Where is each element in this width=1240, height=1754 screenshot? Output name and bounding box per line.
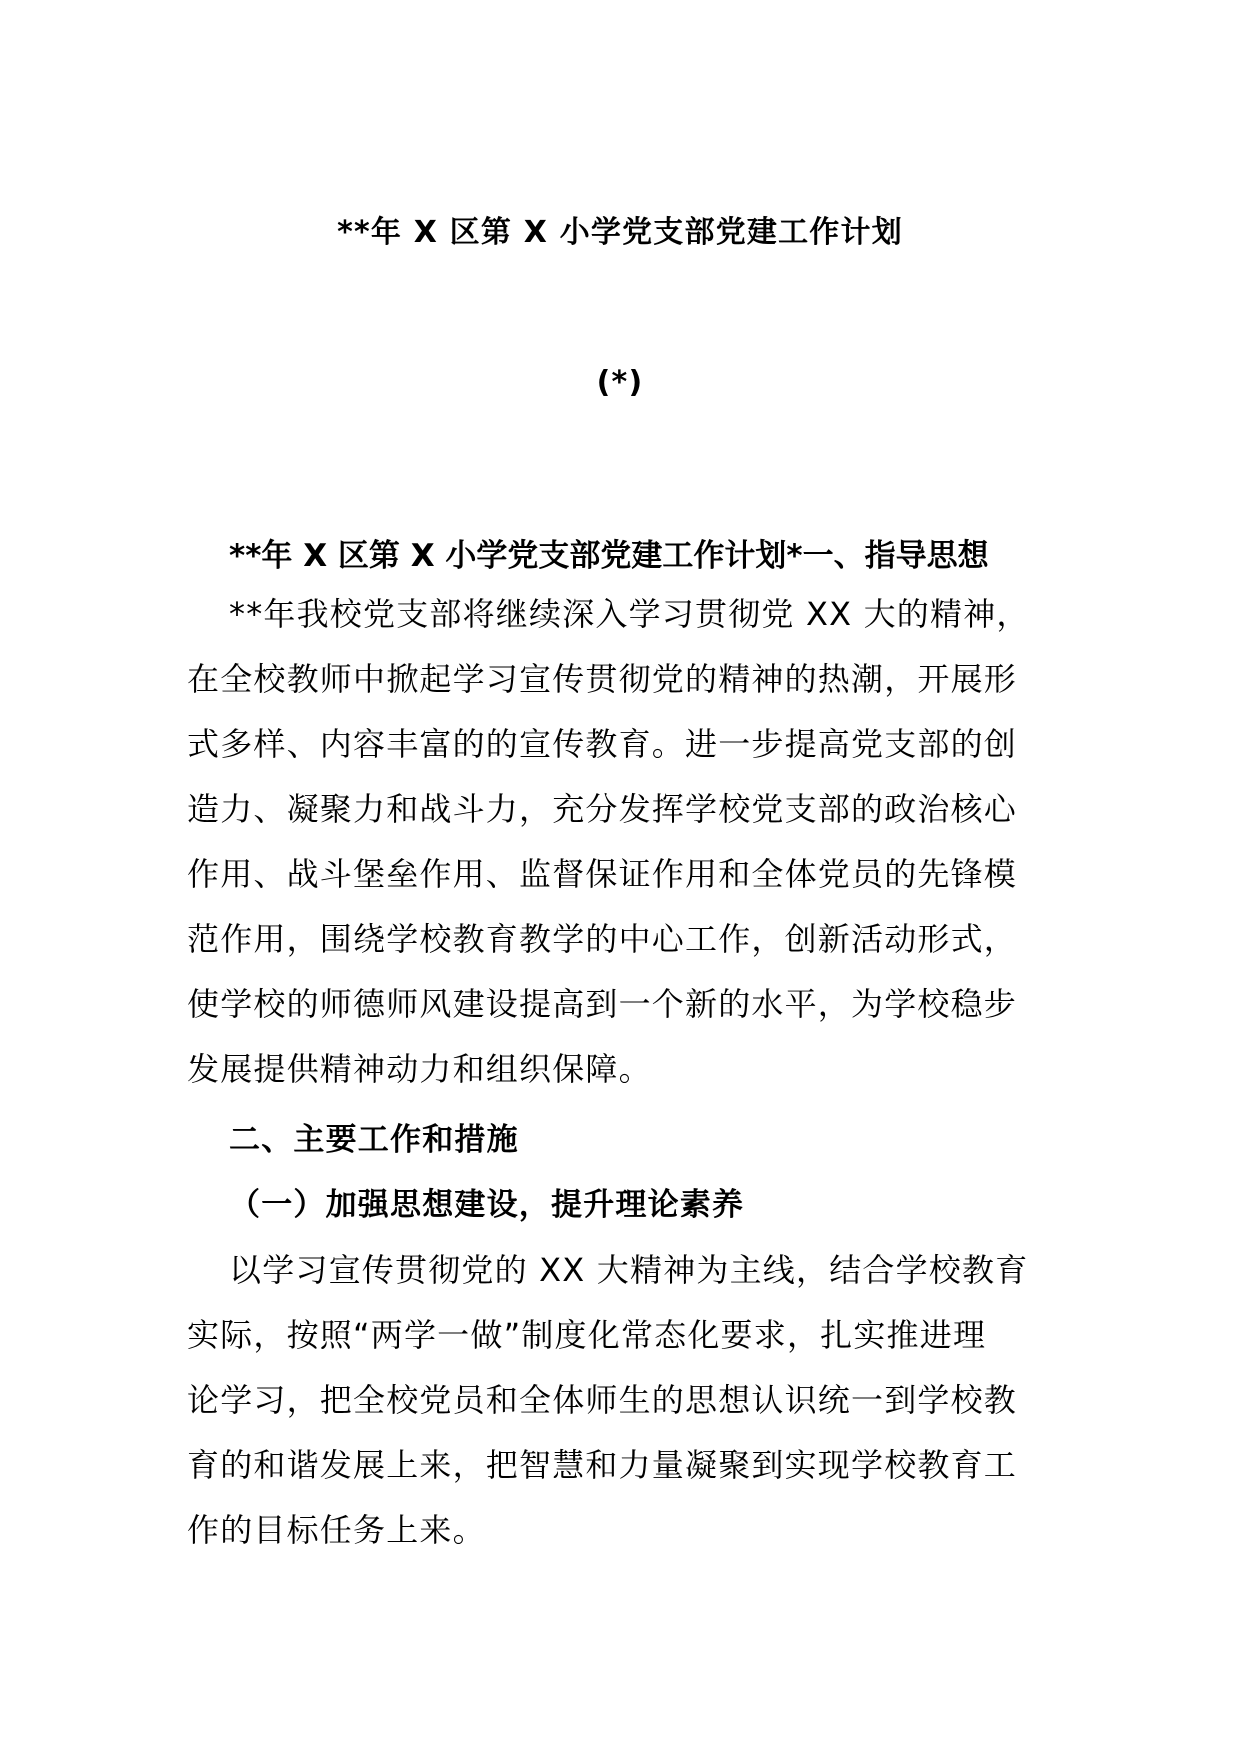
body-line: 在全校教师中掀起学习宣传贯彻党的精神的热潮，开展形 xyxy=(187,660,1018,698)
body-line: 育的和谐发展上来，把智慧和力量凝聚到实现学校教育工 xyxy=(187,1446,1018,1484)
document-subtitle: (*) xyxy=(596,365,644,400)
section1-heading: **年 X 区第 X 小学党支部党建工作计划*一、指导思想 xyxy=(229,538,989,574)
body-line: 论学习，把全校党员和全体师生的思想认识统一到学校教 xyxy=(187,1381,1018,1419)
subsection1-heading: （一）加强思想建设，提升理论素养 xyxy=(229,1187,745,1223)
body-line: 使学校的师德师风建设提高到一个新的水平，为学校稳步 xyxy=(187,985,1018,1023)
document-title: **年 X 区第 X 小学党支部党建工作计划 xyxy=(337,215,903,250)
body-line: 式多样、内容丰富的的宣传教育。进一步提高党支部的创 xyxy=(187,725,1018,763)
body-line: 造力、凝聚力和战斗力，充分发挥学校党支部的政治核心 xyxy=(187,790,1018,828)
body-line: 作用、战斗堡垒作用、监督保证作用和全体党员的先锋模 xyxy=(187,855,1018,893)
body-line: 作的目标任务上来。 xyxy=(187,1511,486,1549)
body-line: **年我校党支部将继续深入学习贯彻党 XX 大的精神， xyxy=(229,595,1030,633)
body-line: 发展提供精神动力和组织保障。 xyxy=(187,1050,652,1088)
body-line: 范作用，围绕学校教育教学的中心工作，创新活动形式， xyxy=(187,920,1018,958)
section2-heading: 二、主要工作和措施 xyxy=(229,1122,519,1158)
body-line: 以学习宣传贯彻党的 XX 大精神为主线，结合学校教育 xyxy=(229,1251,1029,1289)
body-line: 实际，按照“两学一做”制度化常态化要求，扎实推进理 xyxy=(187,1316,987,1354)
